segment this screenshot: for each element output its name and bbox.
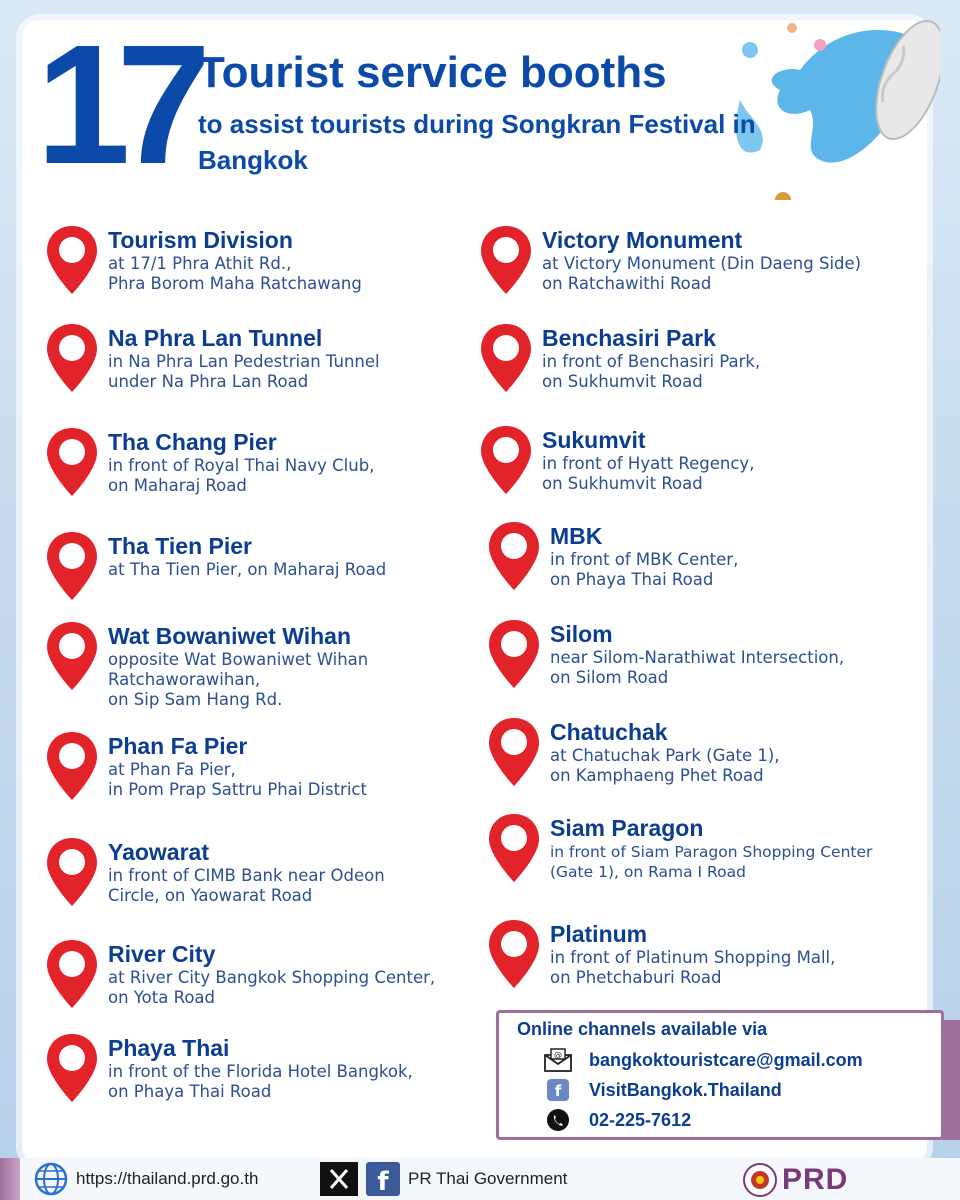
booth-detail: in front of MBK Center, on Phaya Thai Road bbox=[550, 550, 739, 589]
map-pin-icon bbox=[44, 1032, 100, 1104]
booth-item bbox=[44, 322, 380, 394]
prd-logo-icon bbox=[742, 1162, 778, 1198]
map-pin-icon bbox=[486, 520, 542, 592]
x-logo-icon[interactable] bbox=[320, 1162, 358, 1196]
map-pin-icon bbox=[486, 716, 542, 788]
facebook-row[interactable] bbox=[543, 1076, 923, 1104]
booth-detail: in front of Siam Paragon Shopping Center (Gate 1), on Rama I Road bbox=[550, 843, 873, 881]
map-pin-icon bbox=[486, 812, 542, 884]
booth-item bbox=[44, 938, 435, 1010]
booth-item bbox=[486, 918, 835, 990]
facebook-page[interactable]: VisitBangkok.Thailand bbox=[589, 1079, 782, 1100]
booth-item bbox=[44, 426, 374, 498]
map-pin-icon bbox=[44, 530, 100, 602]
map-pin-icon bbox=[478, 322, 534, 394]
email-address[interactable]: bangkoktouristcare@gmail.com bbox=[589, 1049, 863, 1070]
booth-detail: in front of Benchasiri Park, on Sukhumvit Road bbox=[542, 352, 761, 391]
booth-detail: at Tha Tien Pier, on Maharaj Road bbox=[108, 560, 387, 579]
map-pin-icon bbox=[478, 224, 534, 296]
booth-detail: near Silom-Narathiwat Intersection, on Silom Road bbox=[550, 648, 845, 687]
booth-count: 17 bbox=[36, 10, 198, 200]
booth-item bbox=[486, 618, 844, 690]
email-icon bbox=[543, 1047, 573, 1073]
booth-name: Sukumvit bbox=[542, 427, 646, 453]
booth-item bbox=[486, 812, 872, 884]
map-pin-icon bbox=[486, 918, 542, 990]
facebook-icon[interactable] bbox=[366, 1162, 400, 1196]
svg-text:f: f bbox=[377, 1167, 389, 1196]
map-pin-icon bbox=[478, 424, 534, 496]
booth-item bbox=[44, 530, 386, 602]
booth-name: Siam Paragon bbox=[550, 815, 704, 841]
page-subtitle: to assist tourists during Songkran Festival in Bangkok bbox=[198, 109, 756, 175]
map-pin-icon bbox=[44, 322, 100, 394]
map-pin-icon bbox=[44, 938, 100, 1010]
booth-name: Tourism Division bbox=[108, 227, 293, 253]
phone-number[interactable]: 02-225-7612 bbox=[589, 1109, 692, 1130]
booth-detail: in front of the Florida Hotel Bangkok, on Phaya Thai Road bbox=[108, 1062, 413, 1101]
online-channels-box bbox=[496, 1010, 944, 1140]
booth-name: Platinum bbox=[550, 921, 648, 947]
booth-detail: in front of Royal Thai Navy Club, on Maharaj Road bbox=[108, 456, 375, 495]
booth-name: Phan Fa Pier bbox=[108, 733, 248, 759]
booth-item bbox=[486, 716, 780, 788]
side-accent-strip bbox=[942, 1020, 960, 1140]
social-name[interactable]: PR Thai Government bbox=[408, 1169, 568, 1188]
booth-item bbox=[44, 620, 368, 710]
online-channels-title: Online channels available via bbox=[517, 1019, 768, 1039]
svg-text:f: f bbox=[554, 1082, 562, 1100]
booth-name: Silom bbox=[550, 621, 613, 647]
booth-item bbox=[44, 730, 367, 802]
page-title: Tourist service booths bbox=[198, 48, 667, 97]
booth-item bbox=[44, 224, 362, 296]
booth-detail: at Phan Fa Pier, in Pom Prap Sattru Phai District bbox=[108, 760, 367, 799]
booth-name: Yaowarat bbox=[108, 839, 209, 865]
map-pin-icon bbox=[486, 618, 542, 690]
booth-name: Tha Chang Pier bbox=[108, 429, 277, 455]
website-link[interactable] bbox=[34, 1162, 258, 1196]
booth-detail: in Na Phra Lan Pedestrian Tunnel under Na Phra Lan Road bbox=[108, 352, 380, 391]
booth-name: MBK bbox=[550, 523, 603, 549]
booth-name: Wat Bowaniwet Wihan bbox=[108, 623, 351, 649]
facebook-icon bbox=[543, 1077, 573, 1103]
footer-bar bbox=[0, 1158, 960, 1200]
email-row[interactable] bbox=[543, 1046, 923, 1074]
booth-name: Victory Monument bbox=[542, 227, 743, 253]
booth-name: Tha Tien Pier bbox=[108, 533, 253, 559]
booth-detail: at Chatuchak Park (Gate 1), on Kamphaeng Phet Road bbox=[550, 746, 780, 785]
booth-name: Benchasiri Park bbox=[542, 325, 716, 351]
booth-item bbox=[478, 322, 760, 394]
globe-icon bbox=[34, 1162, 68, 1196]
booth-item bbox=[44, 1032, 413, 1104]
map-pin-icon bbox=[44, 620, 100, 692]
booth-detail: opposite Wat Bowaniwet Wihan Ratchaworawihan, on Sip Sam Hang Rd. bbox=[108, 650, 369, 709]
map-pin-icon bbox=[44, 730, 100, 802]
booth-detail: in front of Hyatt Regency, on Sukhumvit Road bbox=[542, 454, 755, 493]
booth-item bbox=[478, 424, 754, 496]
phone-row[interactable] bbox=[543, 1106, 923, 1134]
svg-text:@: @ bbox=[554, 1050, 562, 1060]
footer-accent bbox=[0, 1158, 20, 1200]
booth-detail: at Victory Monument (Din Daeng Side) on Ratchawithi Road bbox=[542, 254, 862, 293]
booth-item bbox=[486, 520, 738, 592]
map-pin-icon bbox=[44, 426, 100, 498]
prd-logo-text: PRD bbox=[782, 1163, 849, 1196]
booth-detail: in front of Platinum Shopping Mall, on Phetchaburi Road bbox=[550, 948, 836, 987]
booth-name: Na Phra Lan Tunnel bbox=[108, 325, 323, 351]
booth-detail: at 17/1 Phra Athit Rd., Phra Borom Maha Ratchawang bbox=[108, 254, 362, 293]
social-links[interactable] bbox=[320, 1162, 567, 1196]
website-url[interactable]: https://thailand.prd.go.th bbox=[76, 1169, 259, 1188]
map-pin-icon bbox=[44, 224, 100, 296]
booth-detail: at River City Bangkok Shopping Center, on Yota Road bbox=[108, 968, 436, 1007]
booth-item bbox=[44, 836, 385, 908]
booth-name: River City bbox=[108, 941, 216, 967]
booth-name: Phaya Thai bbox=[108, 1035, 230, 1061]
prd-logo bbox=[742, 1160, 952, 1200]
booth-item bbox=[478, 224, 861, 296]
booth-name: Chatuchak bbox=[550, 719, 668, 745]
booth-detail: in front of CIMB Bank near Odeon Circle, on Yaowarat Road bbox=[108, 866, 385, 905]
map-pin-icon bbox=[44, 836, 100, 908]
phone-icon bbox=[543, 1107, 573, 1133]
